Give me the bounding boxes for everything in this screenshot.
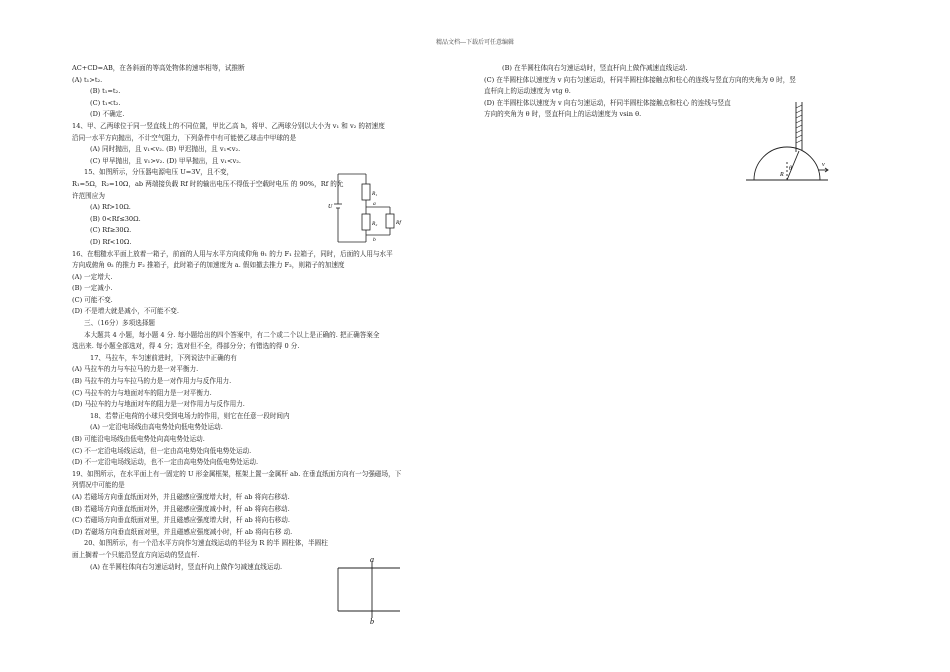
text-line: (B) 若磁场方向垂直纸面对外，并且磁感应强度减小时，杆 ab 将向右移动. [72,504,290,513]
text-line: (C) Rf≥30Ω. [90,226,132,235]
angle-label: θ [789,166,792,172]
text-line: 三、（16分）多项选择题 [84,319,156,328]
label-a: a [373,201,376,207]
text-line: (D) 不一定沿电场线运动，也不一定由高电势处向低电势处运动. [72,458,259,467]
text-line: (A) 若磁场方向垂直纸面对外，并且磁感应强度增大时，杆 ab 将向右移动. [72,492,290,501]
text-line: (B) t₁=t₂. [90,87,121,96]
left-column [72,63,472,573]
text-line: (A) t₁>t₂. [72,75,103,84]
text-line: (B) 一定减小. [72,284,113,293]
text-line: (D) 在半圆柱体以速度为 v 向右匀速运动，杆同半圆柱体接触点和柱心 的连线与竖直 [484,98,731,107]
text-line: (C) t₁<t₂. [90,98,121,107]
text-line: 18、若带正电荷的小球只受到电场力的作用，则它在任意一段时间内 [90,411,290,420]
rod-label-b: b [370,617,374,626]
text-line: (D) 不确定. [90,110,125,119]
text-line: (C) 甲早抛出，且 v₁>v₂. (D) 甲早抛出，且 v₁<v₂. [90,156,241,165]
text-line: (A) Rf>10Ω. [90,203,131,212]
text-line: 直杆向上的运动速度为 vtg θ. [484,87,571,96]
radius-label: R [780,172,784,178]
text-line: 14、甲、乙两球位于同一竖直线上的不同位置，甲比乙高 h，将甲、乙两球分别以大小为 v₁ 和 v₂ 的初速度 [72,121,385,130]
label-R2: R₂ [372,221,378,227]
text-line: 方向成俯角 θ₂ 的推力 F₂ 推箱子，此时箱子的加速度为 a. 假如撤去推力 F₂，则箱子的加速度 [72,261,345,270]
text-line: R₁=5Ω，R₂=10Ω，ab 两端接负载 Rf 时的输出电压不得低于空载时电压 的 90%，Rf 的允 [72,179,344,188]
text-line: (B) 0<Rf≤30Ω. [90,214,141,223]
text-line: (A) 一定沿电场线由高电势处向低电势处运动. [90,423,223,432]
text-line: 19、如图所示，在水平面上有一固定的 U 形金属框架，框架上置一金属杆 ab. 在垂直纸面方向有一匀强磁场，下 [72,469,402,478]
text-line: 方向的夹角为 θ 时，竖直杆向上的运动速度为 vsin θ. [484,110,642,119]
label-R1: R₁ [372,191,378,197]
label-b: b [373,237,376,243]
text-line: (D) 马拉车的力与地面对车的阻力是一对作用力与反作用力. [72,400,245,409]
text-line: 沿同一水平方向抛出，不计空气阻力，下列条件中有可能使乙球击中甲球的是 [72,133,297,142]
text-line: (A) 马拉车的力与车拉马的力是一对平衡力. [72,365,199,374]
text-line: 列情况中可能的是 [72,481,125,490]
text-line: (C) 不一定沿电场线运动，但一定由高电势处向低电势处运动. [72,446,252,455]
text-line: (C) 在半圆柱体以速度为 v 向右匀速运动，杆同半圆柱体接触点和柱心的连线与竖直方向的夹角为 θ 时，竖 [484,75,796,84]
rod-label-a: a [370,556,374,564]
text-line: 17、马拉车，车匀速前进时，下列说法中正确的有 [90,353,237,362]
text-line: 选出来. 每小题全部选对，得 4 分；选对但不全，得部分分；有错选的得 0 分. [72,342,300,351]
text-line: 面上搁着一个只能沿竖直方向运动的竖直杆. [72,550,200,559]
text-line: (D) 若磁场方向垂直纸面对里，并且磁感应强度减小时，杆 ab 将向右移 动. [72,527,293,536]
text-line: (C) 马拉车的力与地面对车的阻力是一对平衡力. [72,388,212,397]
text-line: (A) 一定增大. [72,272,113,281]
text-line: (B) 马拉车的力与车拉马的力是一对作用力与反作用力. [72,377,232,386]
velocity-label: v [822,162,825,168]
label-Rf: Rf [396,220,401,226]
text-line: (B) 在半圆柱体向右匀速运动时，竖直杆向上做作减速直线运动. [502,64,688,72]
text-line: 许范围应为 [72,191,105,200]
text-line: (C) 若磁场方向垂直纸面对里，并且磁感应强度增大时，杆 ab 将向右移动. [72,516,290,525]
text-line: (B) 可能沿电场线由低电势处向高电势处运动. [72,435,205,443]
text-line: (A) 同时抛出，且 v₁<v₂. (B) 甲迟抛出，且 v₁<v₂. [90,145,241,154]
text-line: AC+CD=AB，在各斜面的等高处物体的速率相等，试推断 [72,64,245,72]
text-line: (D) Rf<10Ω. [90,237,132,246]
text-line: 本大题共 4 小题，每小题 4 分. 每小题给出的四个答案中，有二个或二个以上是正确的. 把正确答案全 [84,330,380,339]
text-line: 20、如图所示，有一个沿水平方向作匀速直线运动的半径为 R 的半 圆柱体，半圆柱 [84,539,328,548]
text-line: (D) 不是增大就是减小，不可能不变. [72,307,179,316]
text-line: 15、如图所示，分压器电源电压 U=3V，且不变， [84,168,234,177]
half-cylinder-figure [742,100,834,184]
text-line: 16、在粗糙水平面上放着一箱子，前面的人用与水平方向成仰角 θ₁ 的力 F₁ 拉箱子，同时，后面的人用与水平 [72,249,393,258]
label-U: U [328,204,333,210]
text-line: (C) 可能不变. [72,295,113,304]
u-frame-figure [330,556,410,626]
page-header: 精品文档---下载后可任意编辑 [435,39,515,46]
text-line: (A) 在半圆柱体向右匀速运动时，竖直杆向上做作匀减速直线运动. [90,562,283,571]
divider-circuit-figure [326,168,412,248]
